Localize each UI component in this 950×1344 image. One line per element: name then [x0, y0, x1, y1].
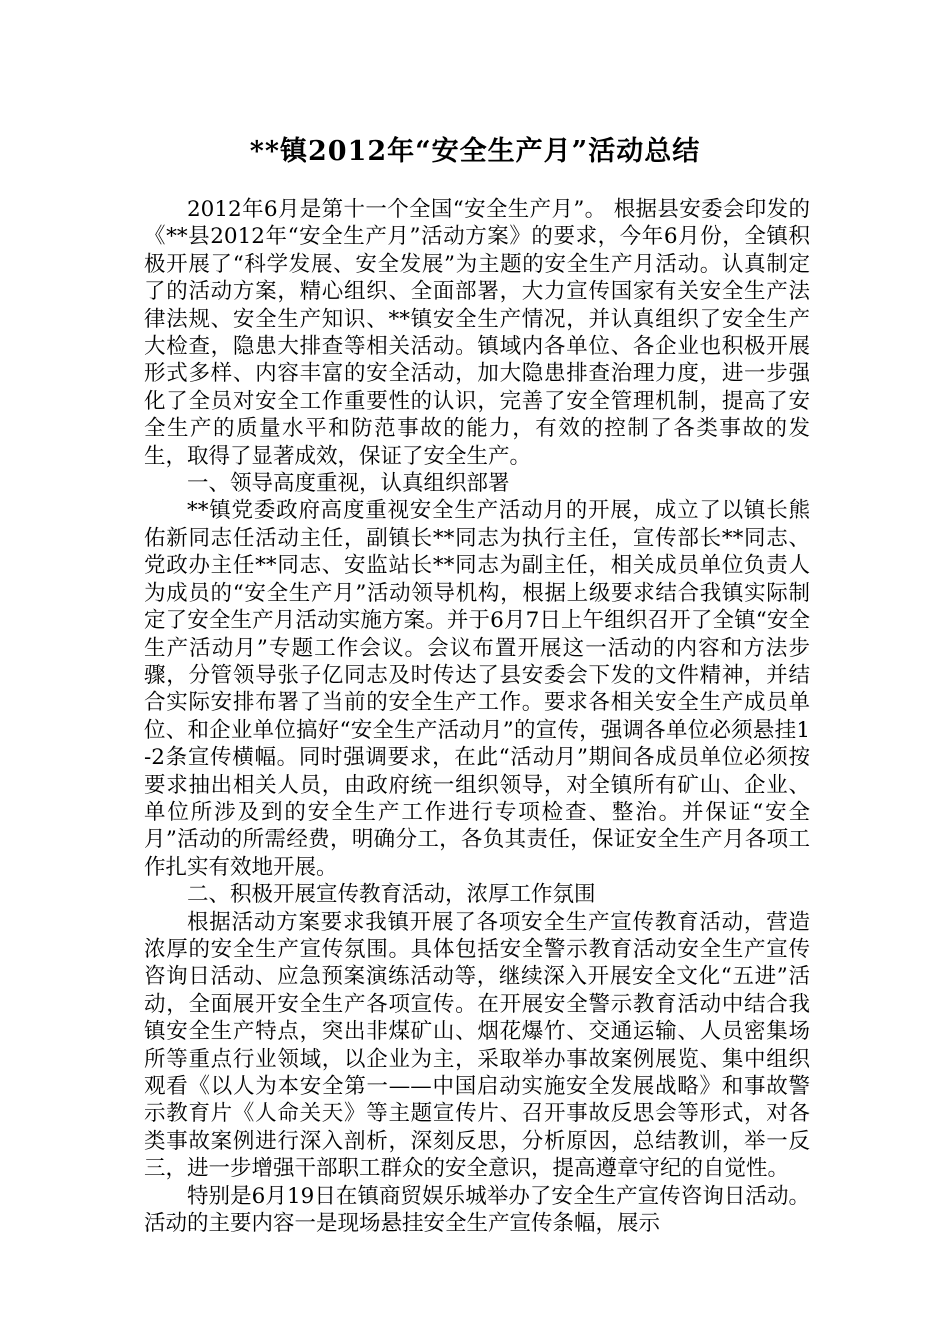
paragraph-consultation-day: 特别是6月19日在镇商贸娱乐城举办了安全生产宣传咨询日活动。活动的主要内容一是现场悬挂安全生产宣传条幅，展示 [144, 1183, 810, 1237]
document-body [144, 196, 810, 1237]
paragraph-leadership: **镇党委政府高度重视安全生产活动月的开展，成立了以镇长熊佑新同志任活动主任，副镇长**同志为执行主任，宣传部长**同志、党政办主任**同志、安监站长**同志为副主任，相关成员单位负责人为成员的“安全生产月”活动领导机构，根据上级要求结合我镇实际制定了安全生产月活动实施方案。并于6月7日上午组织召开了全镇“安全生产活动月”专题工作会议。会议布置开展这一活动的内容和方法步骤，分管领导张子亿同志及时传达了县安委会下发的文件精神，并结合实际安排布署了当前的安全生产工作。要求各相关安全生产成员单位、和企业单位搞好“安全生产活动月”的宣传，强调各单位必须悬挂1-2条宣传横幅。同时强调要求，在此“活动月”期间各成员单位必须按要求抽出相关人员，由政府统一组织领导，对全镇所有矿山、企业、单位所涉及到的安全生产工作进行专项检查、整治。并保证“安全月”活动的所需经费，明确分工，各负其责任，保证安全生产月各项工作扎实有效地开展。 [144, 498, 810, 880]
section-heading-1: 一、领导高度重视，认真组织部署 [187, 471, 510, 497]
section-heading-2: 二、积极开展宣传教育活动，浓厚工作氛围 [187, 882, 596, 908]
paragraph-intro: 2012年6月是第十一个全国“安全生产月”。 根据县安委会印发的《**县2012年“安全生产月”活动方案》的要求，今年6月份，全镇积极开展了“科学发展、安全发展”为主题的安全生产月活动。认真制定了的活动方案，精心组织、全面部署，大力宣传国家有关安全生产法律法规、安全生产知识、**镇安全生产情况，并认真组织了安全生产大检查，隐患大排查等相关活动。镇域内各单位、各企业也积极开展形式多样、内容丰富的安全活动，加大隐患排查治理力度，进一步强化了全员对安全工作重要性的认识，完善了安全管理机制，提高了安全生产的质量水平和防范事故的能力，有效的控制了各类事故的发生，取得了显著成效，保证了安全生产。 [144, 197, 810, 469]
paragraph-education: 根据活动方案要求我镇开展了各项安全生产宣传教育活动，营造浓厚的安全生产宣传氛围。具体包括安全警示教育活动安全生产宣传咨询日活动、应急预案演练活动等，继续深入开展安全文化“五进”活动，全面展开安全生产各项宣传。在开展安全警示教育活动中结合我镇安全生产特点，突出非煤矿山、烟花爆竹、交通运输、人员密集场所等重点行业领域，以企业为主，采取举办事故案例展览、集中组织观看《以人为本安全第一——中国启动实施安全发展战略》和事故警示教育片《人命关天》等主题宣传片、召开事故反思会等形式，对各类事故案例进行深入剖析，深刻反思，分析原因，总结教训，举一反三，进一步增强干部职工群众的安全意识，提高遵章守纪的自觉性。 [144, 909, 810, 1182]
document-title: **镇2012年“安全生产月”活动总结 [249, 136, 701, 167]
